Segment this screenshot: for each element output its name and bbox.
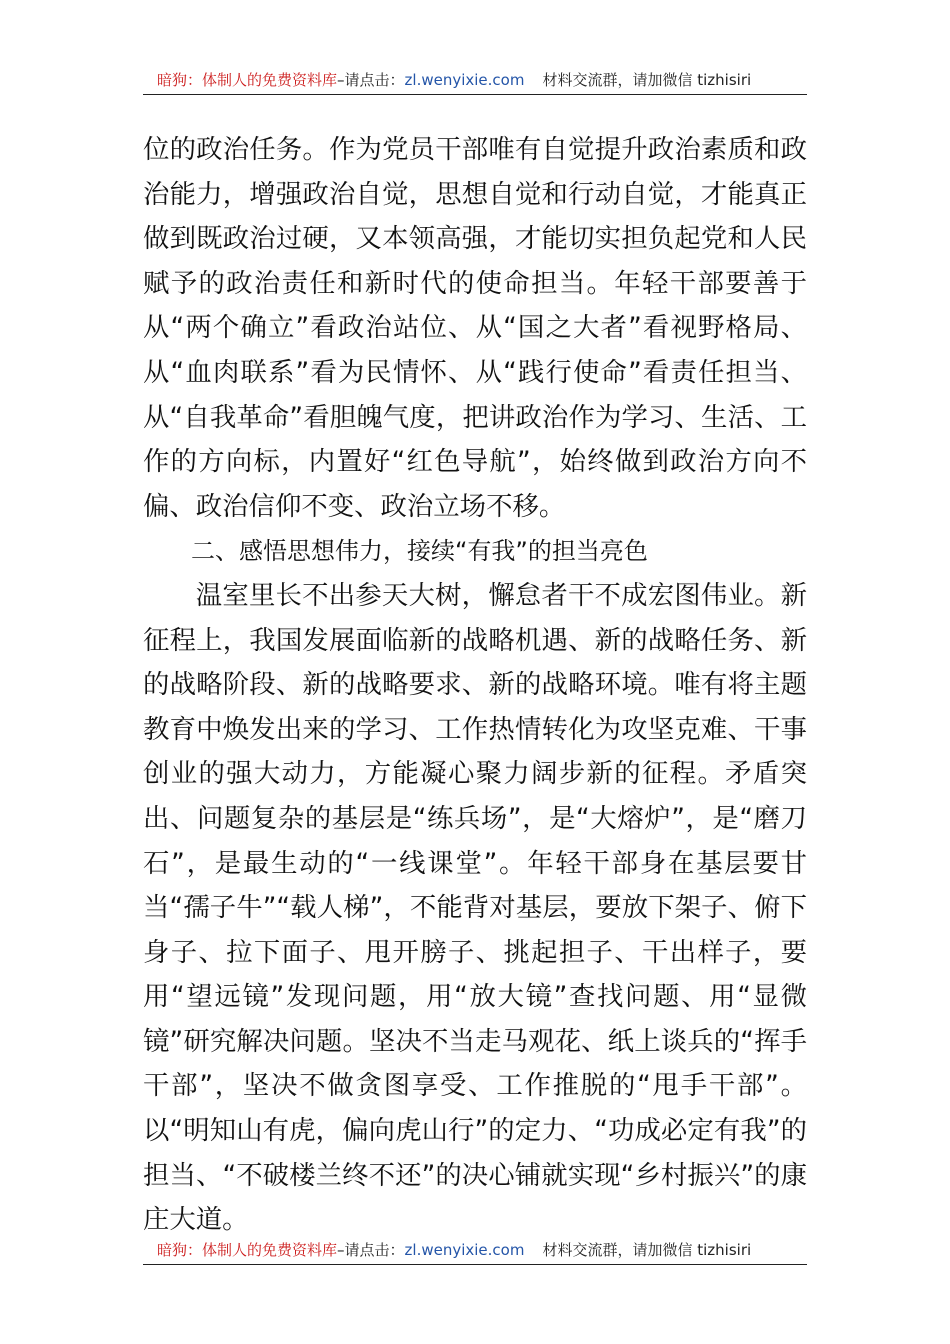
header-brand: 暗狗：体制人的免费资料库 xyxy=(157,71,338,89)
paragraph-1: 位的政治任务。作为党员干部唯有自觉提升政治素质和政治能力，增强政治自觉，思想自觉和行动自觉，才能真正做到既政治过硬，又本领高强，才能切实担负起党和人民赋予的政治责任和新时代的使命担当。年轻干部要善于从“两个确立”看政治站位、从“国之大者”看视野格局、从“血肉联系”看为民情怀、从“践行使命”看责任担当、从“自我革命”看胆魄气度，把讲政治作为学习、生活、工作的方向标，内置好“红色导航”，始终做到政治方向不偏、政治信仰不变、政治立场不移。 xyxy=(143,134,807,522)
page-footer xyxy=(143,1236,807,1265)
footer-click-prompt: –请点击： xyxy=(337,1241,405,1259)
page-header xyxy=(143,66,807,95)
header-url-link[interactable]: zl.wenyixie.com xyxy=(404,71,525,89)
document-body xyxy=(143,128,807,1243)
header-contact: 材料交流群，请加微信 tizhisiri xyxy=(542,71,752,89)
footer-brand: 暗狗：体制人的免费资料库 xyxy=(157,1241,338,1259)
header-line xyxy=(157,69,751,90)
section-heading-2: 二、感悟思想伟力，接续“有我”的担当亮色 xyxy=(191,537,648,566)
footer-url-link[interactable]: zl.wenyixie.com xyxy=(404,1241,525,1259)
footer-contact: 材料交流群，请加微信 tizhisiri xyxy=(542,1241,752,1259)
paragraph-2: 温室里长不出参天大树，懈怠者干不成宏图伟业。新征程上，我国发展面临新的战略机遇、新的战略任务、新的战略阶段、新的战略要求、新的战略环境。唯有将主题教育中焕发出来的学习、工作热情转化为攻坚克难、干事创业的强大动力，方能凝心聚力阔步新的征程。矛盾突出、问题复杂的基层是“练兵场”，是“大熔炉”，是“磨刀石”，是最生动的“一线课堂”。年轻干部身在基层要甘当“孺子牛”“载人梯”，不能背对基层，要放下架子、俯下身子、拉下面子、甩开膀子、挑起担子、干出样子，要用“望远镜”发现问题，用“放大镜”查找问题、用“显微镜”研究解决问题。坚决不当走马观花、纸上谈兵的“挥手干部”，坚决不做贪图享受、工作推脱的“甩手干部”。以“明知山有虎，偏向虎山行”的定力、“功成必定有我”的担当、“不破楼兰终不还”的决心铺就实现“乡村振兴”的康庄大道。 xyxy=(143,579,807,1236)
footer-line xyxy=(157,1239,751,1260)
header-click-prompt: –请点击： xyxy=(337,71,405,89)
